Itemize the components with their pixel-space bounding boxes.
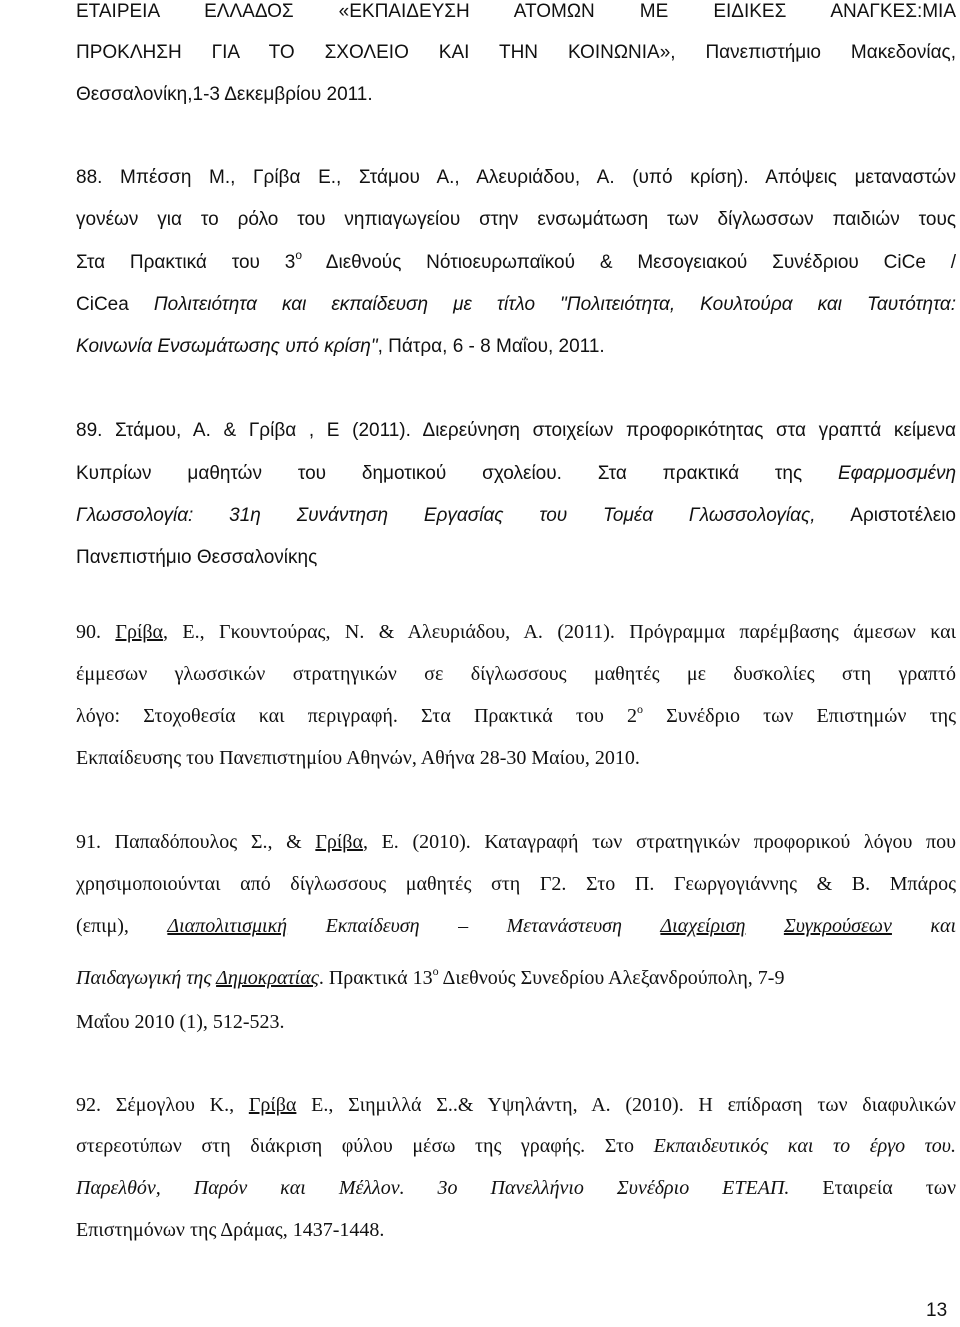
ref-88-line-5-text: , Πάτρα, 6 - 8 Μαΐου, 2011. [377,336,605,357]
ref-91-italic-word: Μετανάστευση [506,915,622,937]
ref-89-line-4: Πανεπιστήμιο Θεσσαλονίκης [76,547,318,568]
ref-91-line-4-text-b: Διεθνούς Συνεδρίου Αλεξανδρούπολη, 7-9 [438,967,785,989]
ref-92-authors: 92. Σέμογλου Κ., [76,1094,249,1116]
ordinal-superscript: ο [432,964,439,978]
ref-92-line-3 [76,1176,956,1200]
ref-89-title: Διερεύνηση στοιχείων προφορικότητας στα γραπτά κείμενα [422,420,956,441]
ref-prev-line-2: ΠΡΟΚΛΗΣΗ ΓΙΑ ΤΟ ΣΧΟΛΕΙΟ ΚΑΙ ΤΗΝ ΚΟΙΝΩΝΙΑ», Πανεπιστήμιο Μακεδονίας, [76,42,956,63]
ref-89-line-2 [76,462,956,486]
ref-88-line-3 [76,248,956,276]
ref-91-italic-underlined-word: Δημοκρατίας [216,967,319,989]
page-number: 13 [926,1300,948,1321]
ref-88-line-3-text-b: Διεθνούς Νότιοευρωπαϊκού & Μεσογειακού Συνέδριου CiCe / [302,252,956,273]
ref-92-line-1-text: Ε., Σιημιλλά Σ..& Υψηλάντη, Α. (2010). Η επίδραση των διαφυλικών [296,1094,956,1116]
ref-91-line-2: χρησιμοποιούνται από δίγλωσσους μαθητές στη Γ2. Στο Π. Γεωργογιάννης & Β. Μπάρος [76,873,956,895]
ref-91-italic-word: Διαχείριση [660,915,746,937]
ref-92-line-4: Επιστημόνων της Δράμας, 1437-1448. [76,1219,385,1241]
ordinal-superscript: ο [295,248,302,262]
ref-prev-line-3: Θεσσαλονίκη,1-3 Δεκεμβρίου 2011. [76,84,373,105]
ref-88-italic-title: Πολιτειότητα και εκπαίδευση με τίτλο "Πολιτειότητα, Κουλτούρα και Ταυτότητα: [153,294,957,315]
ref-91-italic-dash: – [458,915,469,937]
ref-91-italic-word: Διαπολιτισμική [167,915,288,937]
ref-92-italic-title: Εκπαιδευτικός και το έργο του. [653,1135,956,1157]
ref-92-underlined-author: Γρίβα [248,1094,297,1116]
ref-91-italic-word: Εκπαίδευση [325,915,420,937]
ref-90-line-2: έμμεσων γλωσσικών στρατηγικών σε δίγλωσσους μαθητές με δυσκολίες στη γραπτό [76,663,956,685]
ref-88-line-3-text-a: Στα Πρακτικά του 3 [76,252,296,273]
ref-89-line-3-text: Αριστοτέλειο [815,505,956,526]
ref-91-line-4-text-a: . Πρακτικά 13 [318,967,433,989]
ref-90-line-1-text: , Ε., Γκουντούρας, Ν. & Αλευριάδου, Α. (2011). Πρόγραμμα παρέμβασης άμεσων και [162,621,956,643]
ref-91-italic-word: και [930,915,957,937]
ref-92-line-3-text: Εταιρεία των [789,1177,956,1199]
ref-90-line-3-text-a: λόγο: Στοχοθεσία και περιγραφή. Στα Πρακτικά του 2 [76,705,638,727]
ref-91-underlined-author: Γρίβα [315,831,363,853]
ref-91-line-4 [76,966,956,992]
ref-91-italic-word: Συγκρούσεων [783,915,892,937]
ref-90-line-3 [76,704,956,730]
ref-90-underlined-author: Γρίβα [115,621,163,643]
ref-89-italic-proceedings: Εφαρμοσμένη [837,463,956,484]
ref-92-line-1 [76,1093,956,1117]
ref-91-line-1 [76,830,956,854]
ref-88-italic-title-end: Κοινωνία Ενσωμάτωσης υπό κρίση" [76,336,378,357]
ref-91-authors: 91. Παπαδόπουλος Σ., & [76,831,316,853]
ref-89-authors: 89. Στάμου, Α. & Γρίβα , Ε (2011). [76,420,423,441]
ref-92-italic-title-cont: Παρελθόν, Παρόν και Μέλλον. 3ο Πανελλήνιο Συνέδριο ΕΤΕΑΠ. [76,1177,790,1199]
ref-88-line-2: γονέων για το ρόλο του νηπιαγωγείου στην ενσωμάτωση των δίγλωσσων παιδιών τους [76,209,956,230]
ref-91-line-3 [76,914,956,938]
ref-89-line-1 [76,419,956,443]
ref-89-line-2-text: . Στα πρακτικά της [556,463,838,484]
ref-90-line-3-text-b: Συνέδριο των Επιστημών της [643,705,956,727]
ref-92-line-2 [76,1134,956,1158]
ref-90-line-1 [76,620,956,644]
ref-90-number: 90. [76,621,116,643]
ref-88-line-5 [76,335,956,359]
ref-prev-line-1: ΕΤΑΙΡΕΙΑ ΕΛΛΑΔΟΣ «ΕΚΠΑΙΔΕΥΣΗ ΑΤΟΜΩΝ ΜΕ ΕΙΔΙΚΕΣ ΑΝΑΓΚΕΣ:ΜΙΑ [76,1,956,22]
ref-89-line-3 [76,504,956,528]
ref-88-line-1: 88. Μπέσση Μ., Γρίβα Ε., Στάμου Α., Αλευριάδου, Α. (υπό κρίση). Απόψεις μεταναστών [76,167,956,188]
ref-88-line-4 [76,293,956,317]
ref-91-line-1-text: , Ε. (2010). Καταγραφή των στρατηγικών προφορικού λόγου που [362,831,956,853]
ref-88-line-4-text-a: CiCea [76,294,154,315]
ref-91-line-5: Μαΐου 2010 (1), 512-523. [76,1011,285,1033]
ref-89-title-end: Κυπρίων μαθητών του δημοτικού σχολείου [76,463,557,484]
ref-91-editors: (επιμ), [76,915,168,937]
ref-91-italic-title: Παιδαγωγική της [76,967,217,989]
ref-90-line-4: Εκπαίδευσης του Πανεπιστημίου Αθηνών, Αθήνα 28-30 Μαίου, 2010. [76,747,640,769]
ref-92-line-2-text: στερεοτύπων στη διάκριση φύλου μέσω της γραφής. Στο [76,1135,654,1157]
ref-89-italic-proceedings-cont: Γλωσσολογία: 31η Συνάντηση Εργασίας του Τομέα Γλωσσολογίας, [76,505,816,526]
ordinal-superscript: ο [637,702,644,716]
